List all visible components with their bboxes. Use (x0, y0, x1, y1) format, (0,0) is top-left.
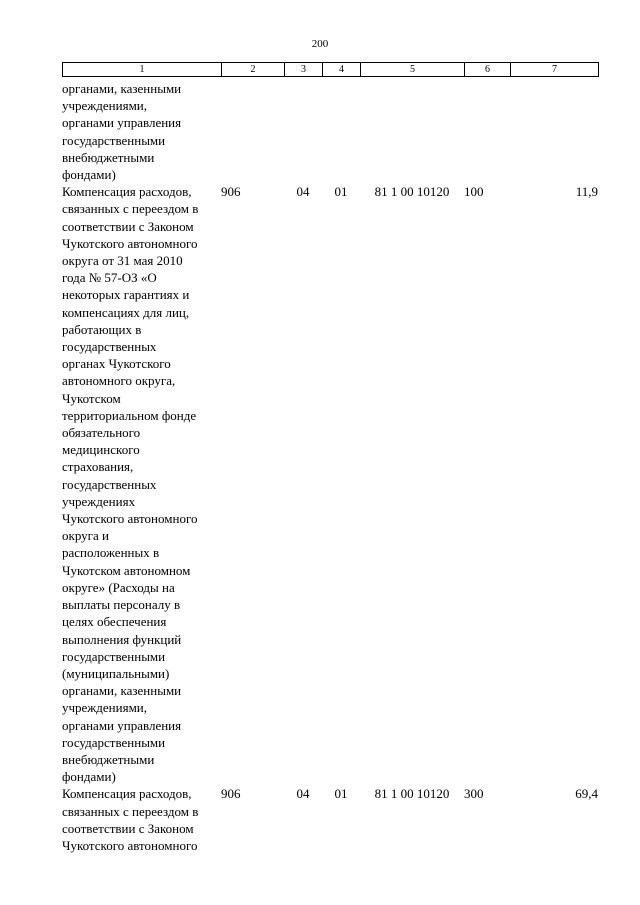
header-col-3: 3 (285, 63, 323, 77)
row-subsection (322, 80, 360, 183)
row-description: Компенсация расходов, связанных с переездом в соответствии с Законом Чукотского автономного округа от 31 мая 2010 года № 57-ОЗ «О некоторых гарантиях и компенсациях для лиц, работающих в государственных органах Чукотского автономного округа, Чукотском территориальном фонде обязательного медицинского страхования, государственных учреждениях Чукотского автономного округа и расположенных в Чукотском автономном округе» (Расходы на выплаты персоналу в целях обеспечения выполнения функций государственными (муниципальными) органами, казенными учреждениями, органами управления государственными внебюджетными фондами) (62, 184, 199, 785)
header-col-5: 5 (361, 63, 465, 77)
row-description: органами, казенными учреждениями, органами управления государственными внебюджетными фондами) (62, 81, 182, 183)
header-col-6: 6 (465, 63, 511, 77)
row-description: Компенсация расходов, связанных с переездом в соответствии с Законом Чукотского автономного (62, 786, 199, 853)
row-admin-code: 906 (221, 786, 241, 802)
row-expense-type: 300 (464, 786, 484, 802)
row-section (284, 80, 322, 183)
row-amount (510, 80, 598, 183)
table-row (62, 785, 598, 854)
header-col-7: 7 (511, 63, 599, 77)
row-subsection: 01 (334, 184, 348, 200)
row-admin-code: 906 (221, 184, 241, 200)
row-amount: 11,9 (575, 184, 598, 200)
row-expense-type (464, 80, 510, 183)
row-section: 04 (296, 786, 310, 802)
row-section: 04 (296, 184, 310, 200)
row-subsection: 01 (334, 786, 348, 802)
header-col-1: 1 (63, 63, 222, 77)
table-row (62, 80, 598, 183)
row-admin-code (221, 80, 284, 183)
row-expense-type: 100 (464, 184, 484, 200)
page-number: 200 (311, 38, 329, 50)
row-amount: 69,4 (575, 786, 598, 802)
row-target-article: 81 1 00 10120 (374, 184, 450, 200)
header-col-4: 4 (323, 63, 361, 77)
table-row (62, 183, 598, 785)
table-header (62, 62, 599, 77)
header-row (63, 63, 599, 77)
row-target-article (360, 80, 464, 183)
row-target-article: 81 1 00 10120 (374, 786, 450, 802)
budget-table (62, 80, 598, 854)
header-col-2: 2 (222, 63, 285, 77)
